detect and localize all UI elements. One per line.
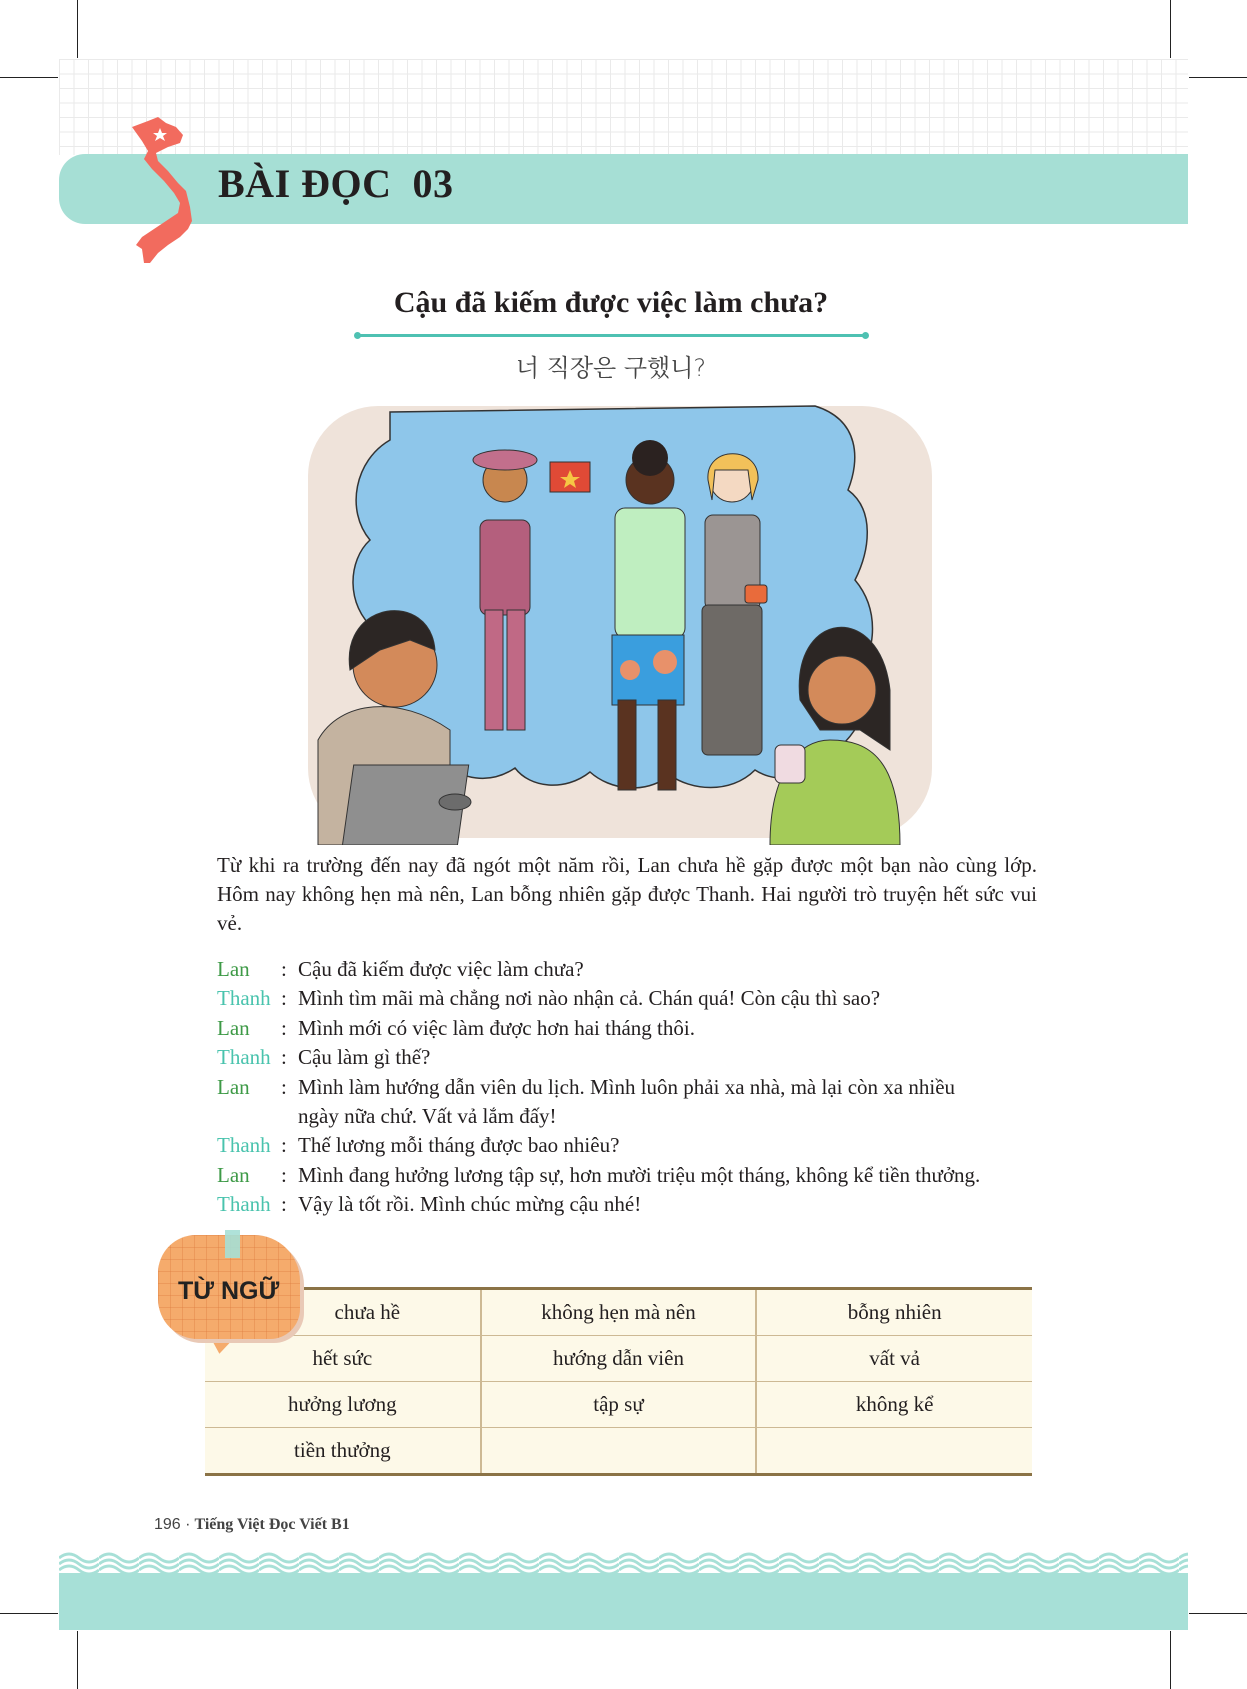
colon: : — [281, 1133, 287, 1158]
colon: : — [281, 1045, 287, 1070]
vocab-cell: tập sự — [481, 1382, 757, 1428]
dialogue-line — [217, 1073, 1047, 1132]
speaker-name: Lan — [217, 957, 250, 981]
header-grid-background — [59, 59, 1188, 155]
intro-paragraph: Từ khi ra trường đến nay đã ngót một năm rồi, Lan chưa hề gặp được một bạn nào cùng lớp. Hôm nay không hẹn mà nên, Lan bỗng nhiên gặp được Thanh. Hai người trò truyện hết sức vui vẻ. — [217, 853, 1037, 935]
crop-mark — [77, 0, 78, 58]
dialogue-text: Mình làm hướng dẫn viên du lịch. Mình luôn phải xa nhà, mà lại còn xa nhiều ngày nữa chứ. Vất vả lắm đấy! — [298, 1074, 956, 1129]
speaker-name: Thanh — [217, 1192, 271, 1217]
crop-mark — [0, 77, 58, 78]
dialogue-text: Mình tìm mãi mà chẳng nơi nào nhận cả. Chán quá! Còn cậu thì sao? — [298, 986, 881, 1011]
dialogue-text: Mình mới có việc làm được hơn hai tháng thôi. — [298, 1015, 695, 1040]
dialogue-text: Thế lương mỗi tháng được bao nhiêu? — [298, 1133, 620, 1158]
dialogue — [217, 955, 1047, 1220]
dialogue-text: Vậy là tốt rồi. Mình chúc mừng cậu nhé! — [298, 1192, 642, 1217]
vocab-cell: hưởng lương — [205, 1382, 481, 1428]
dialogue-line — [217, 984, 1047, 1013]
reading-title: Cậu đã kiếm được việc làm chưa? — [393, 286, 829, 319]
table-row — [205, 1428, 1032, 1475]
dialogue-text: Cậu đã kiếm được việc làm chưa? — [298, 957, 584, 981]
crop-mark — [0, 1613, 58, 1614]
vocab-cell — [756, 1428, 1032, 1475]
conversation-illustration — [300, 400, 940, 845]
speaker-name: Lan — [217, 1074, 250, 1099]
lesson-title: BÀI ĐỌC 03 — [218, 161, 454, 206]
colon: : — [281, 986, 287, 1011]
crop-mark — [77, 1631, 78, 1689]
vocab-cell — [481, 1428, 757, 1475]
vocab-cell: không kể — [756, 1382, 1032, 1428]
colon: : — [281, 1162, 287, 1187]
vocabulary-table — [205, 1287, 1032, 1476]
dialogue-text: Mình đang hưởng lương tập sự, hơn mười triệu một tháng, không kể tiền thưởng. — [298, 1162, 981, 1187]
crop-mark — [1170, 0, 1171, 58]
crop-mark — [1189, 77, 1247, 78]
colon: : — [281, 1192, 287, 1217]
dialogue-line — [217, 1131, 1047, 1160]
speaker-name: Lan — [217, 1162, 250, 1187]
colon: : — [281, 1074, 287, 1099]
vocab-cell: tiền thưởng — [205, 1428, 481, 1475]
table-row — [205, 1336, 1032, 1382]
vocab-cell: chưa hề — [334, 1300, 401, 1324]
vocab-cell: hướng dẫn viên — [481, 1336, 757, 1382]
table-row — [205, 1289, 1032, 1336]
crop-mark — [1189, 1613, 1247, 1614]
colon: : — [281, 957, 287, 981]
vocab-label: TỪ NGỮ — [178, 1277, 280, 1305]
underline-dot — [354, 332, 361, 339]
wave-decoration — [59, 1550, 1188, 1576]
dialogue-line — [217, 1161, 1047, 1190]
speaker-name: Thanh — [217, 1045, 271, 1070]
page-number: 196 · — [154, 1516, 191, 1533]
vocab-cell: vất vả — [756, 1336, 1032, 1382]
speaker-name: Lan — [217, 1015, 250, 1040]
tape-decoration — [225, 1230, 240, 1258]
colon: : — [281, 1015, 287, 1040]
dialogue-line — [217, 1190, 1047, 1219]
korean-subtitle: 너 직장은 구했니? — [515, 354, 707, 382]
vietnam-map-icon — [128, 117, 208, 265]
footer-band — [59, 1575, 1188, 1630]
underline-dot — [862, 332, 869, 339]
dialogue-line — [217, 1043, 1047, 1072]
vocab-cell: không hẹn mà nên — [481, 1289, 757, 1336]
page-footer — [154, 1516, 350, 1534]
vocab-cell: hết sức — [205, 1336, 481, 1382]
dialogue-line — [217, 1014, 1047, 1043]
dialogue-text: Cậu làm gì thế? — [298, 1045, 431, 1070]
dialogue-line — [217, 955, 1047, 984]
title-underline — [358, 334, 864, 337]
speaker-name: Thanh — [217, 1133, 271, 1158]
speaker-name: Thanh — [217, 986, 271, 1011]
crop-mark — [1170, 1631, 1171, 1689]
table-row — [205, 1382, 1032, 1428]
vocab-cell: bỗng nhiên — [756, 1289, 1032, 1336]
book-title: Tiếng Việt Đọc Viết B1 — [194, 1516, 350, 1533]
